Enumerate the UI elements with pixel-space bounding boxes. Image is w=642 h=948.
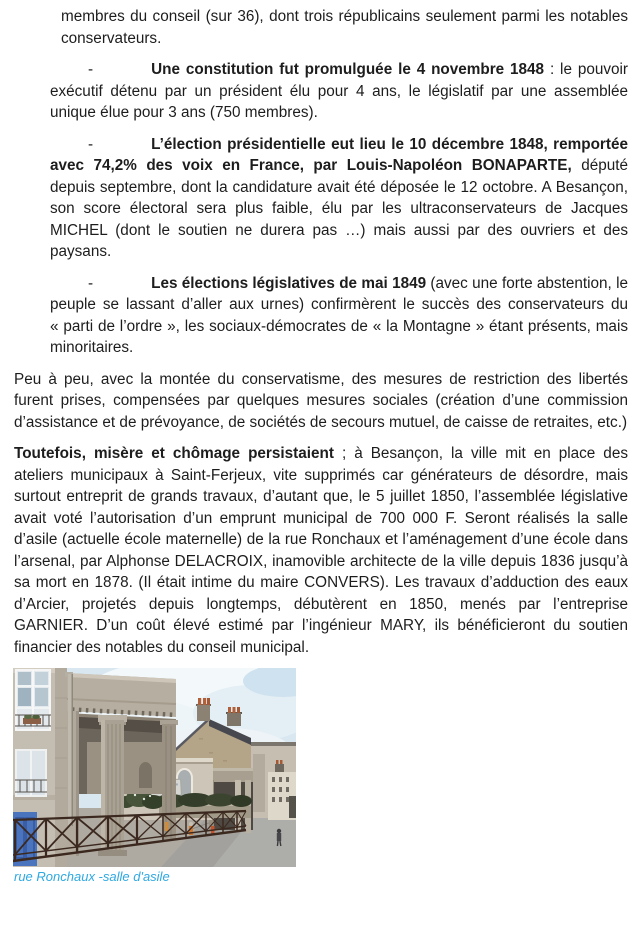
text-run-bold: L’élection présidentielle eut lieu le 10 décembre 1848, remportée avec 74,2% des voix en France, par Louis-Napoléon BONAPARTE, — [50, 135, 628, 174]
text-run: : le pouvoir exécutif détenu par un président élu pour 4 ans, le législatif par une assemblée unique élue pour 3 ans (750 membres). — [50, 61, 629, 121]
bullet-marker: - — [88, 61, 94, 78]
paragraph — [61, 6, 628, 49]
bullet-item — [50, 59, 628, 124]
photo-rue-ronchaux — [13, 668, 296, 867]
text-run: Peu à peu, avec la montée du conservatisme, des mesures de restriction des libertés furent prises, compensées par quelques mesures sociales (création d’une commission d’assistance et de prévoyance, de sociétés de secours mutuel, de caisse de retraites, etc.) — [14, 370, 628, 431]
bullet-marker: - — [88, 135, 94, 153]
text-run: député depuis septembre, dont la candidature avait été déposée le 12 octobre. A Besançon, son score électoral sera plus faible, élu par les ultraconservateurs de Jacques MICHEL (dont le soutien ne durera pas …) mais aussi par des ouvriers et des paysans. — [50, 157, 628, 260]
document-body — [14, 6, 628, 658]
text-run-bold: Toutefois, misère et chômage persistaient — [14, 445, 334, 462]
figure-caption: rue Ronchaux -salle d'asile — [14, 869, 170, 884]
photo-illustration — [13, 668, 296, 867]
text-run: ; à Besançon, la ville mit en place des ateliers municipaux à Saint-Ferjeux, vite supprimés car générateurs de désordre, mais surtout entreprit de grands travaux, d’autant que, le 5 juillet 1850, l’assemblée législative avait voté l’autorisation d’un emprunt municipal de 700 000 F. Seront réalisés la salle d’asile (actuelle école maternelle) de la rue Ronchaux et l’aménagement d’une école dans l’arsenal, par Alphonse DELACROIX, inamovible architecte de la ville depuis 1836 jusqu’à sa mort en 1878. (Il était intime du maire CONVERS). Les travaux d’adduction des eaux d’Arcier, projetés depuis longtemps, débutèrent en 1850, menés par l’entreprise GARNIER. D’un coût élevé estimé par l’ingénieur MARY, ils bénéficieront du soutien financier des notables du conseil municipal. — [14, 445, 628, 656]
bullet-item — [50, 273, 628, 359]
text-run: (avec une forte abstention, le peuple se lassant d’aller aux urnes) confirmèrent le succès des conservateurs du « parti de l’ordre », les sociaux-démocrates de « la Montagne » étant présents, mais minoritaires. — [50, 274, 628, 356]
figure — [14, 668, 628, 884]
text-run-bold: Les élections législatives de mai 1849 — [151, 274, 427, 292]
paragraph — [14, 443, 628, 658]
distant-buildings — [247, 742, 296, 820]
paragraph — [14, 369, 628, 434]
text-run-bold: Une constitution fut promulguée le 4 novembre 1848 — [151, 61, 545, 78]
text-run: membres du conseil (sur 36), dont trois républicains seulement parmi les notables conservateurs. — [61, 8, 628, 47]
bullet-marker: - — [88, 274, 94, 292]
bullet-item — [50, 134, 628, 263]
